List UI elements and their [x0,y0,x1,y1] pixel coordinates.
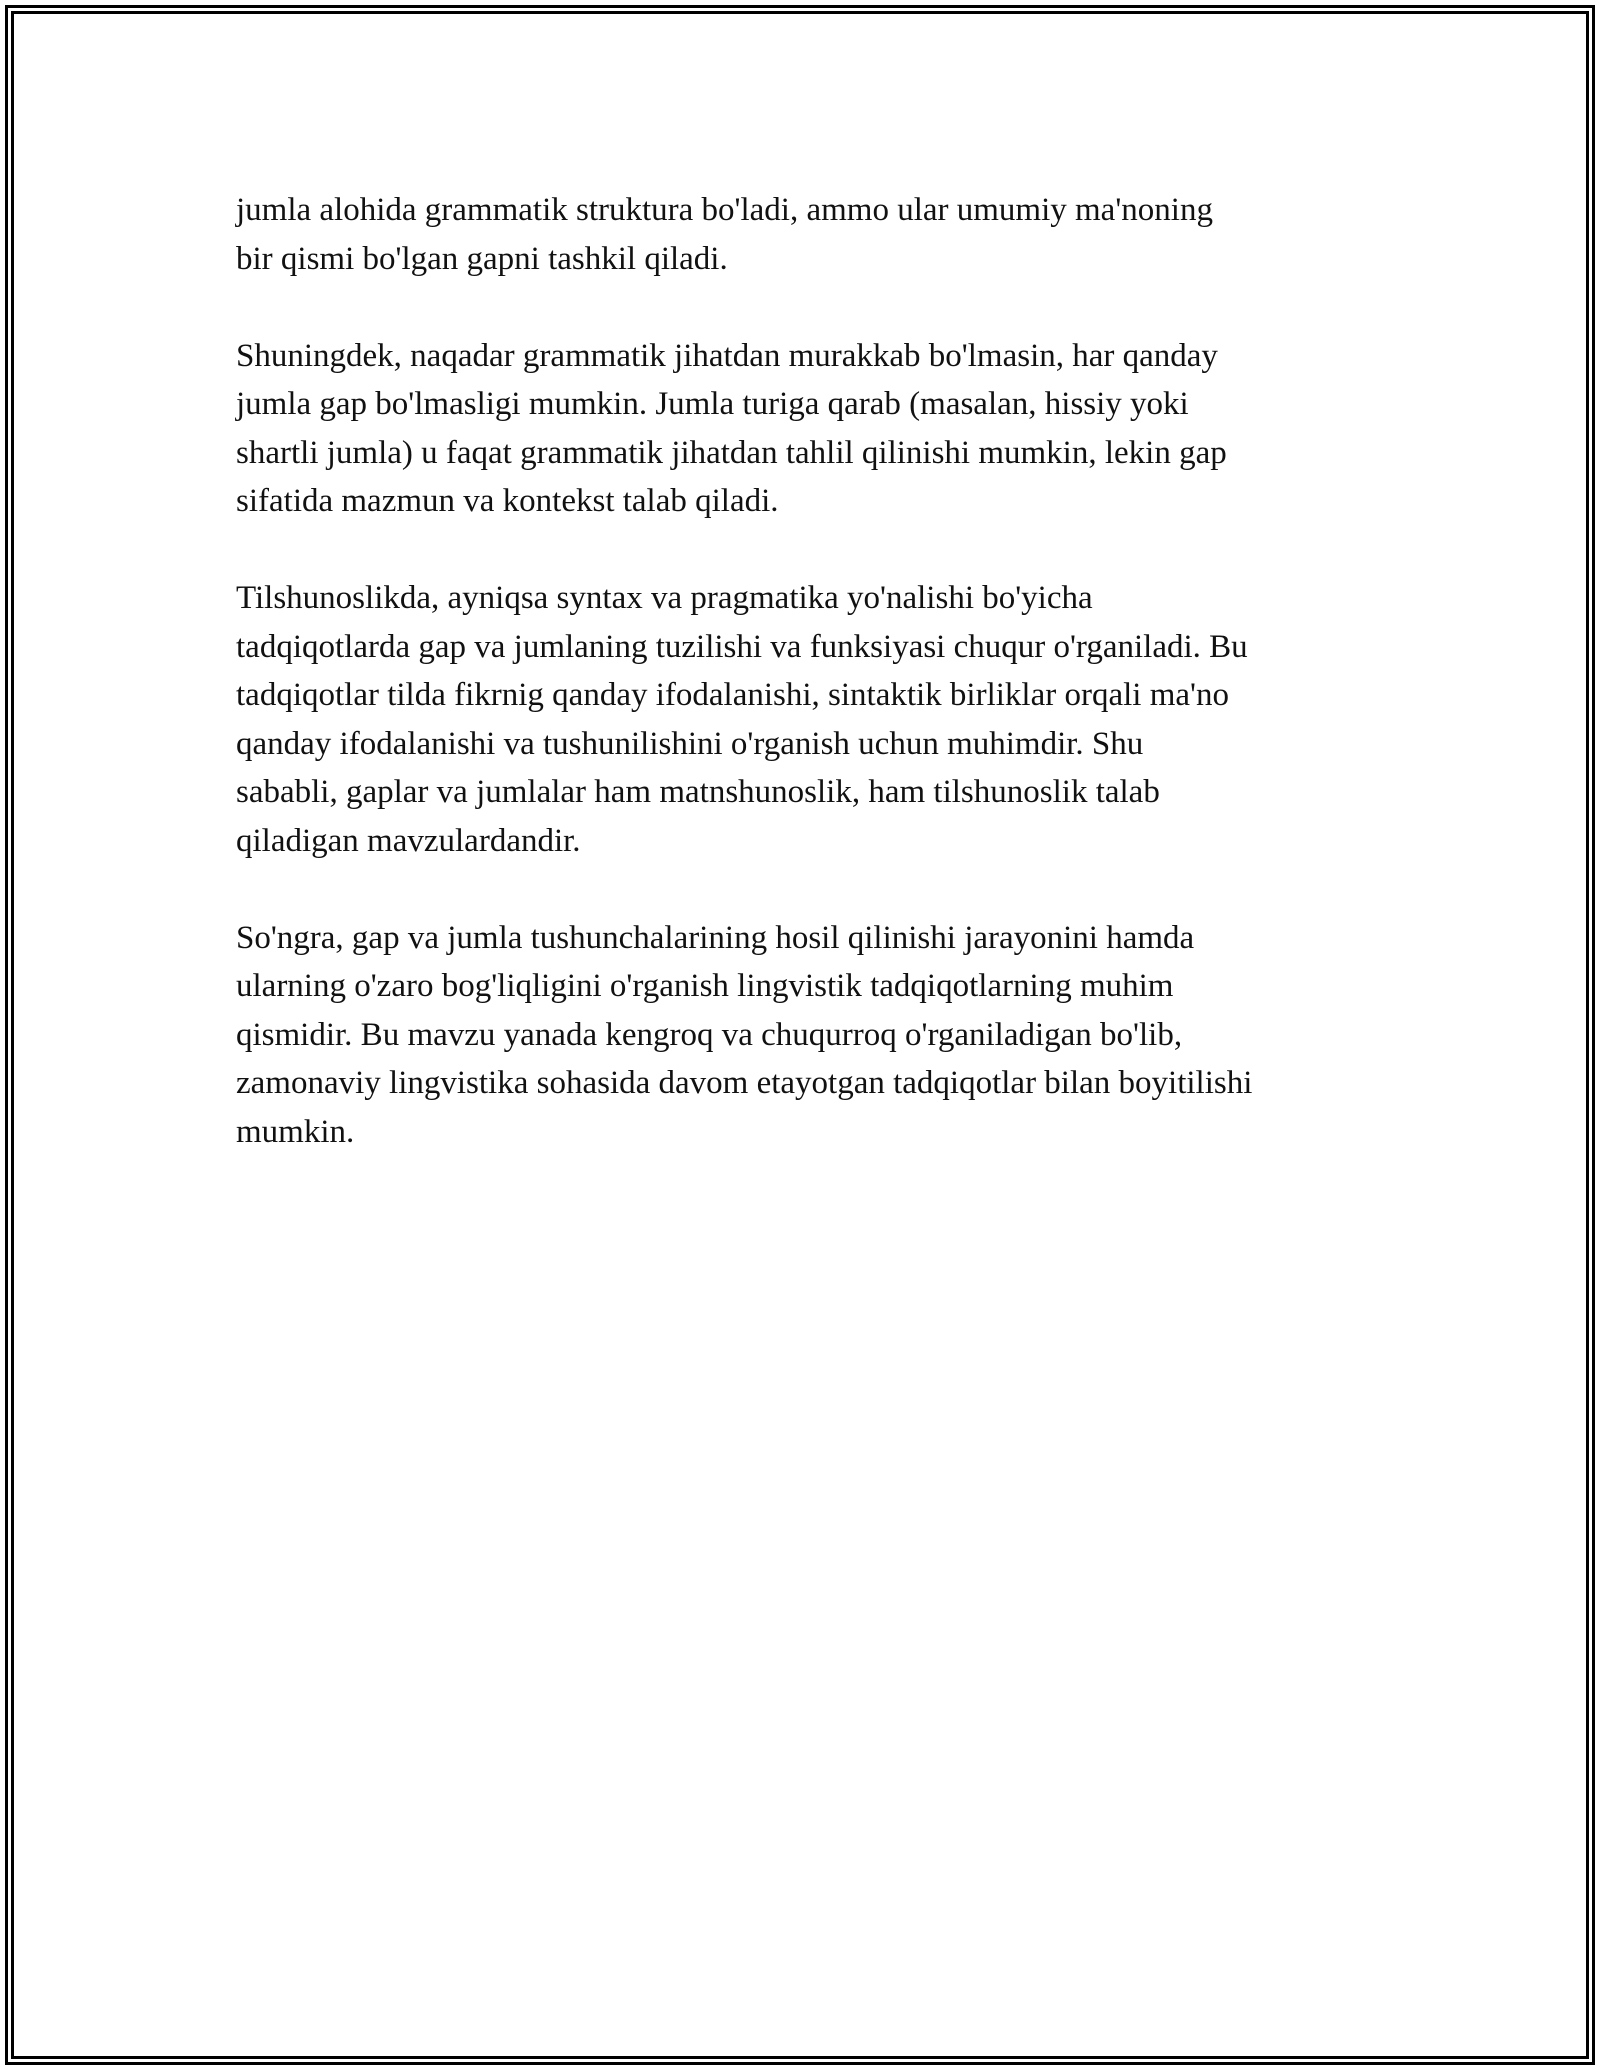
text-line: So'ngra, gap va jumla tushunchalarining hosil qilinishi jarayonini hamda [236,919,1195,956]
text-line: jumla gap bo'lmasligi mumkin. Jumla turiga qarab (masalan, hissiy yoki [236,386,1189,422]
text-line: sifatida mazmun va kontekst talab qiladi. [236,483,779,519]
text-line: Tilshunoslikda, ayniqsa syntax va pragmatika yo'nalishi bo'yicha [236,580,1093,616]
text-line: bir qismi bo'lgan gapni tashkil qiladi. [236,240,728,277]
paragraph [236,574,1381,865]
paragraph [236,332,1381,526]
text-line: sababli, gaplar va jumlalar ham matnshunoslik, ham tilshunoslik talab [236,774,1160,810]
text-line: mumkin. [236,1113,355,1150]
paragraph [236,186,1381,283]
text-line: qismidir. Bu mavzu yanada kengroq va chuqurroq o'rganiladigan bo'lib, [236,1016,1183,1053]
paragraph [236,914,1381,1157]
text-line: shartli jumla) u faqat grammatik jihatdan tahlil qilinishi mumkin, lekin gap [236,434,1227,471]
text-line: zamonaviy lingvistika sohasida davom etayotgan tadqiqotlar bilan boyitilishi [236,1065,1253,1101]
text-line: Shuningdek, naqadar grammatik jihatdan murakkab bo'lmasin, har qanday [236,337,1218,374]
document-body [236,186,1381,1205]
text-line: tadqiqotlar tilda fikrnig qanday ifodalanishi, sintaktik birliklar orqali ma'no [236,677,1229,713]
text-line: ularning o'zaro bog'liqligini o'rganish lingvistik tadqiqotlarning muhim [236,968,1174,1004]
text-line: tadqiqotlarda gap va jumlaning tuzilishi va funksiyasi chuqur o'rganiladi. Bu [236,628,1248,665]
text-line: qanday ifodalanishi va tushunilishini o'rganish uchun muhimdir. Shu [236,725,1144,762]
text-line: jumla alohida grammatik struktura bo'ladi, ammo ular umumiy ma'noning [236,192,1213,228]
text-line: qiladigan mavzulardandir. [236,822,581,859]
